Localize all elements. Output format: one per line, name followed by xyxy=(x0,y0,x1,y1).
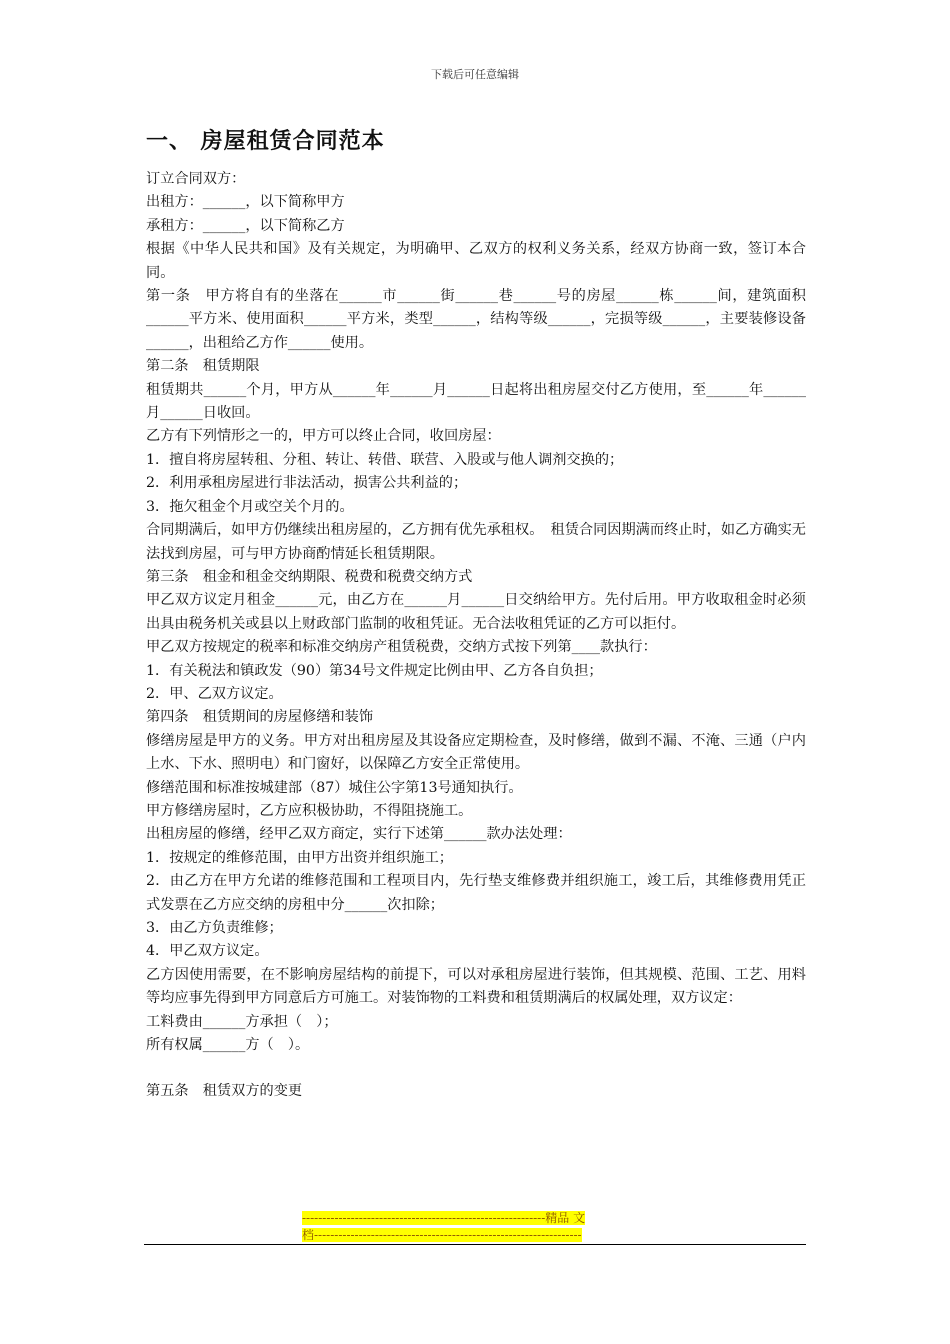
paragraph: 出租方：______，以下简称甲方 xyxy=(146,194,345,211)
paragraph: 承租方：______，以下简称乙方 xyxy=(146,217,345,234)
list-item: 3．由乙方负责维修； xyxy=(146,920,283,936)
section-heading: 第五条 租赁双方的变更 xyxy=(146,1083,303,1100)
list-item: 3．拖欠租金个月或空关个月的。 xyxy=(146,498,354,515)
paragraph: 根据《中华人民共和国》及有关规定，为明确甲、乙双方的权利义务关系，经双方协商一致，签订本合同。 xyxy=(146,241,806,281)
paragraph: 订立合同双方： xyxy=(146,171,246,187)
footer-line-2: 档------------------------------------------------------------------ xyxy=(302,1228,582,1242)
list-item: 1．有关税法和镇政发（90）第34号文件规定比例由甲、乙方各自负担； xyxy=(146,662,603,679)
paragraph: 所有权属______方（ ）。 xyxy=(146,1037,310,1054)
contract-body xyxy=(146,168,806,1104)
list-item: 4．甲乙双方议定。 xyxy=(146,943,269,960)
paragraph: 乙方有下列情形之一的，甲方可以终止合同，收回房屋： xyxy=(146,428,501,445)
footer-divider xyxy=(144,1244,806,1245)
list-item: 2．利用承租房屋进行非法活动，损害公共利益的； xyxy=(146,475,468,492)
section-heading: 第四条 租赁期间的房屋修缮和装饰 xyxy=(146,709,374,726)
paragraph: 甲乙双方议定月租金______元，由乙方在______月______日交纳给甲方。先付后用。甲方收取租金时必须出具由税务机关或县以上财政部门监制的收租凭证。无合法收租凭证的乙方可以拒付。 xyxy=(146,592,806,632)
paragraph: 修缮范围和标准按城建部（87）城住公字第13号通知执行。 xyxy=(146,779,523,796)
paragraph: 租赁期共______个月，甲方从______年______月______日起将出租房屋交付乙方使用，至______年______月______日收回。 xyxy=(146,381,806,422)
section-heading: 第二条 租赁期限 xyxy=(146,358,260,375)
paragraph: 甲方修缮房屋时，乙方应积极协助，不得阻挠施工。 xyxy=(146,802,473,819)
paragraph: 合同期满后，如甲方仍继续出租房屋的，乙方拥有优先承租权。 租赁合同因期满而终止时，如乙方确实无法找到房屋，可与甲方协商酌情延长租赁期限。 xyxy=(146,522,806,562)
page-title: 一、 房屋租赁合同范本 xyxy=(146,129,385,154)
page-header: 下载后可任意编辑 xyxy=(431,68,519,81)
list-item: 1．按规定的维修范围，由甲方出资并组织施工； xyxy=(146,849,453,866)
footer-watermark xyxy=(302,1210,648,1244)
footer-line-1: ------------------------------------------------------------精品 文 xyxy=(302,1211,586,1225)
paragraph: 工料费由______方承担（ ）； xyxy=(146,1013,338,1030)
section-heading: 第三条 租金和租金交纳期限、税费和税费交纳方式 xyxy=(146,568,473,585)
list-item: 2．由乙方在甲方允诺的维修范围和工程项目内，先行垫支维修费并组织施工，竣工后，其维修费用凭正式发票在乙方应交纳的房租中分______次扣除； xyxy=(146,873,806,913)
paragraph: 甲乙双方按规定的税率和标准交纳房产租赁税费，交纳方式按下列第____款执行： xyxy=(146,639,657,656)
list-item: 2．甲、乙双方议定。 xyxy=(146,685,283,702)
paragraph: 修缮房屋是甲方的义务。甲方对出租房屋及其设备应定期检查，及时修缮，做到不漏、不淹、三通（户内上水、下水、照明电）和门窗好，以保障乙方安全正常使用。 xyxy=(146,732,806,773)
paragraph: 乙方因使用需要，在不影响房屋结构的前提下，可以对承租房屋进行装饰，但其规模、范围、工艺、用料等均应事先得到甲方同意后方可施工。对装饰物的工料费和租赁期满后的权属处理，双方议定： xyxy=(146,966,806,1007)
list-item: 1．擅自将房屋转租、分租、转让、转借、联营、入股或与他人调剂交换的； xyxy=(146,451,624,468)
paragraph: 出租房屋的修缮，经甲乙双方商定，实行下述第______款办法处理： xyxy=(146,826,572,843)
paragraph: 第一条 甲方将自有的坐落在______市______街______巷______号的房屋______栋______间，建筑面积______平方米、使用面积______平方米，类型______，结构等级______，完损等级______，主要装修设备______，出租给乙方作______使用。 xyxy=(146,288,806,351)
